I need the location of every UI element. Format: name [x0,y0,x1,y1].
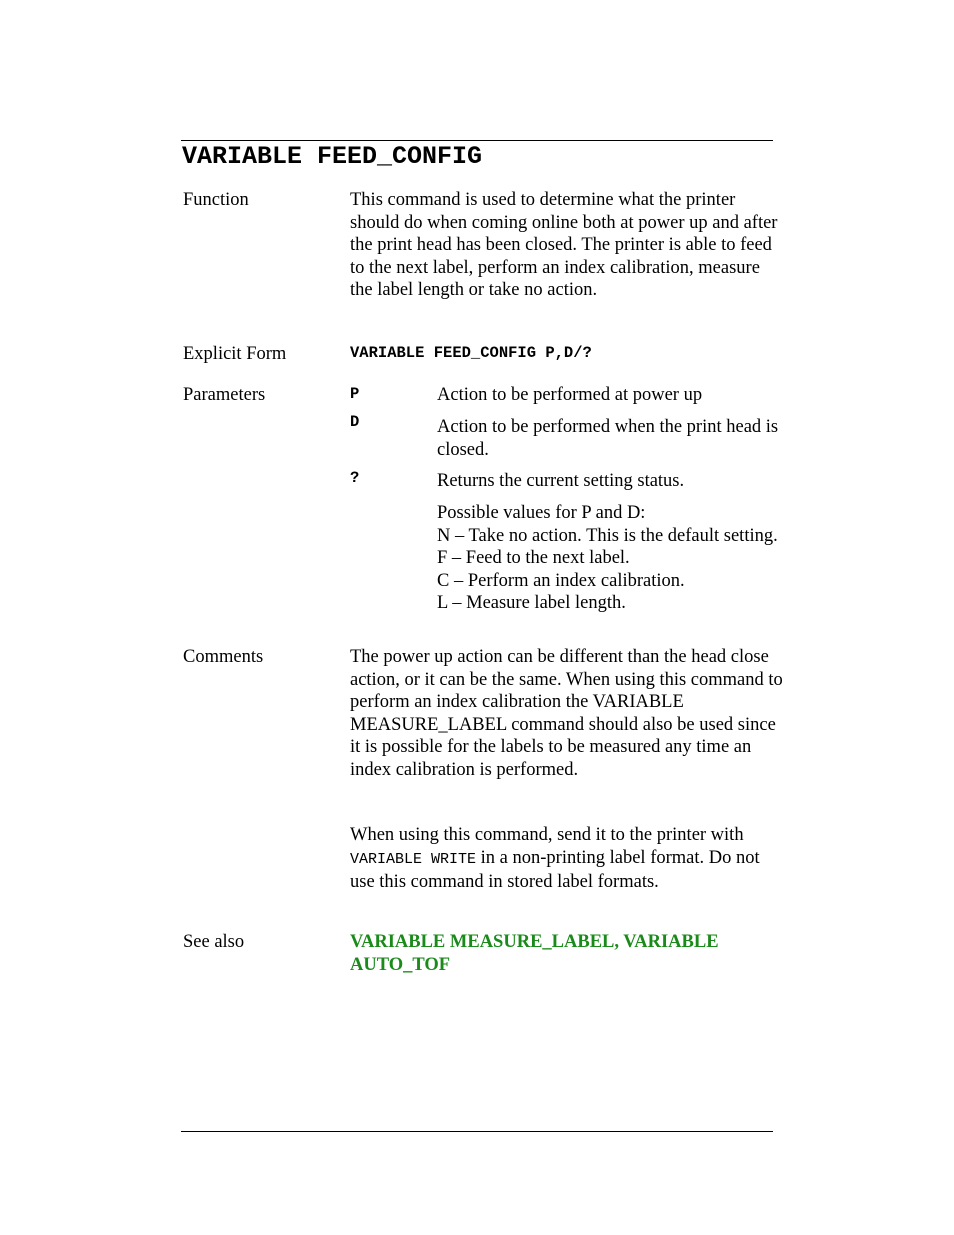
param-name-query: ? [350,469,360,487]
value-l: L – Measure label length. [437,593,626,614]
comments-text-2-after: in a non-printing label format. Do not use this command in stored label formats. [350,847,760,893]
explicit-form-code: VARIABLE FEED_CONFIG P,D/? [350,344,592,362]
see-also-block [350,931,770,976]
param-desc-d: Action to be performed when the print head is closed. [437,417,779,460]
comments-label: Comments [183,647,264,667]
possible-values-intro: Possible values for P and D: [437,503,646,523]
comments-text-1: The power up action can be different than the head close action, or it can be the same. When using this command to perform an index calibration the VARIABLE MEASURE_LABEL command should also be used since it is possible for the labels to be measured any time an index calibration is performed. [350,647,783,780]
see-also-link[interactable]: VARIABLE MEASURE_LABEL, VARIABLE AUTO_TOF [350,932,719,975]
comments-text-2-before: When using this command, send it to the printer with [350,825,744,845]
function-paragraph: This command is used to determine what the printer should do when coming online both at power up and after the print head has been closed. The printer is able to feed to the next label, perform an index calibration, measure the label length or take no action. [350,190,778,301]
comments-paragraph-1 [350,646,786,782]
comments-paragraph-2 [350,824,786,894]
parameters-label: Parameters [183,385,266,405]
comments-text-2 [350,824,786,894]
value-n: N – Take no action. This is the default setting. [437,525,778,546]
param-desc-p: Action to be performed at power up [437,385,703,405]
value-f: F – Feed to the next label. [437,548,630,569]
value-c: C – Perform an index calibration. [437,570,685,591]
explicit-form-label: Explicit Form [183,344,287,364]
param-name-d: D [350,413,360,431]
bottom-rule [181,1131,773,1132]
top-rule [181,140,773,141]
param-desc-query: Returns the current setting status. [437,471,685,491]
param-name-p: P [350,385,360,403]
see-also-label: See also [183,932,245,952]
function-text [350,189,786,302]
function-label: Function [183,190,249,210]
page-title: VARIABLE FEED_CONFIG [182,142,483,171]
possible-values-block [437,502,782,615]
variable-write-code: VARIABLE WRITE [350,850,477,868]
